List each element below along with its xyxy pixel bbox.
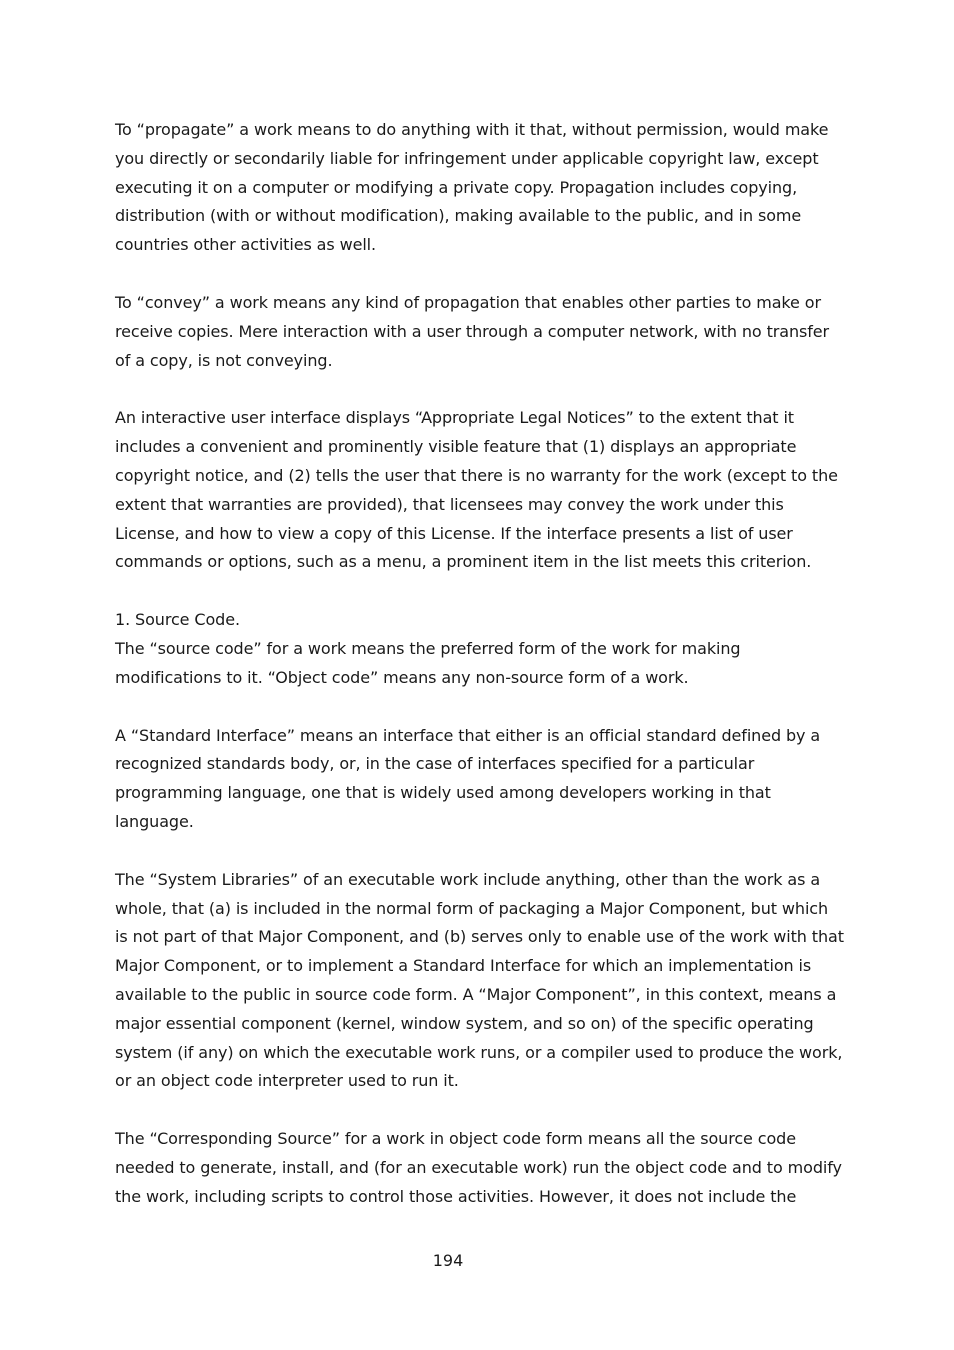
text-line: is not part of that Major Component, and (b) serves only to enable use of the work with that bbox=[115, 927, 844, 947]
text-line: extent that warranties are provided), that licensees may convey the work under this bbox=[115, 494, 784, 514]
page-number: 194 bbox=[432, 1251, 464, 1270]
section-heading: 1. Source Code. bbox=[115, 610, 240, 630]
text-line: An interactive user interface displays “Appropriate Legal Notices” to the extent that it bbox=[115, 408, 794, 428]
paragraph-legal-notices bbox=[115, 404, 843, 577]
text-line: the work, including scripts to control those activities. However, it does not include the bbox=[115, 1186, 797, 1206]
paragraph-system-libraries bbox=[115, 866, 843, 1096]
text-line: whole, that (a) is included in the normal form of packaging a Major Component, but which bbox=[115, 898, 829, 918]
paragraph-standard-interface bbox=[115, 722, 843, 837]
text-line: A “Standard Interface” means an interface that either is an official standard defined by a bbox=[115, 725, 821, 745]
page-body bbox=[115, 116, 843, 1241]
text-line: modifications to it. “Object code” means any non-source form of a work. bbox=[115, 667, 689, 687]
text-line: Major Component, or to implement a Standard Interface for which an implementation is bbox=[115, 956, 812, 976]
text-line: system (if any) on which the executable work runs, or a compiler used to produce the work, bbox=[115, 1042, 843, 1062]
text-line: needed to generate, install, and (for an executable work) run the object code and to modify bbox=[115, 1157, 842, 1177]
text-line: language. bbox=[115, 811, 194, 831]
text-line: The “Corresponding Source” for a work in object code form means all the source code bbox=[115, 1129, 796, 1149]
text-line: you directly or secondarily liable for infringement under applicable copyright law, except bbox=[115, 148, 819, 168]
text-line: major essential component (kernel, window system, and so on) of the specific operating bbox=[115, 1013, 814, 1033]
paragraph-convey bbox=[115, 289, 843, 375]
text-line: or an object code interpreter used to run it. bbox=[115, 1071, 459, 1091]
text-line: To “propagate” a work means to do anything with it that, without permission, would make bbox=[115, 120, 829, 139]
text-line: distribution (with or without modification), making available to the public, and in some bbox=[115, 206, 802, 226]
text-line: countries other activities as well. bbox=[115, 235, 376, 255]
paragraph-source-code bbox=[115, 606, 843, 692]
text-line: receive copies. Mere interaction with a user through a computer network, with no transfer bbox=[115, 321, 829, 341]
text-line: programming language, one that is widely used among developers working in that bbox=[115, 783, 771, 803]
text-line: recognized standards body, or, in the case of interfaces specified for a particular bbox=[115, 754, 755, 774]
text-line: commands or options, such as a menu, a prominent item in the list meets this criterion. bbox=[115, 552, 812, 572]
text-line: The “source code” for a work means the preferred form of the work for making bbox=[115, 638, 741, 658]
text-line: The “System Libraries” of an executable work include anything, other than the work as a bbox=[115, 869, 821, 889]
text-line: available to the public in source code form. A “Major Component”, in this context, means a bbox=[115, 984, 837, 1004]
text-line: License, and how to view a copy of this License. If the interface presents a list of user bbox=[115, 523, 793, 543]
text-line: executing it on a computer or modifying a private copy. Propagation includes copying, bbox=[115, 177, 798, 197]
text-line: copyright notice, and (2) tells the user that there is no warranty for the work (except to the bbox=[115, 465, 838, 485]
paragraph-corresponding-source bbox=[115, 1125, 843, 1211]
text-line: To “convey” a work means any kind of propagation that enables other parties to make or bbox=[115, 292, 821, 312]
text-line: includes a convenient and prominently visible feature that (1) displays an appropriate bbox=[115, 437, 797, 457]
paragraph-propagate bbox=[115, 116, 843, 260]
text-line: of a copy, is not conveying. bbox=[115, 350, 333, 370]
